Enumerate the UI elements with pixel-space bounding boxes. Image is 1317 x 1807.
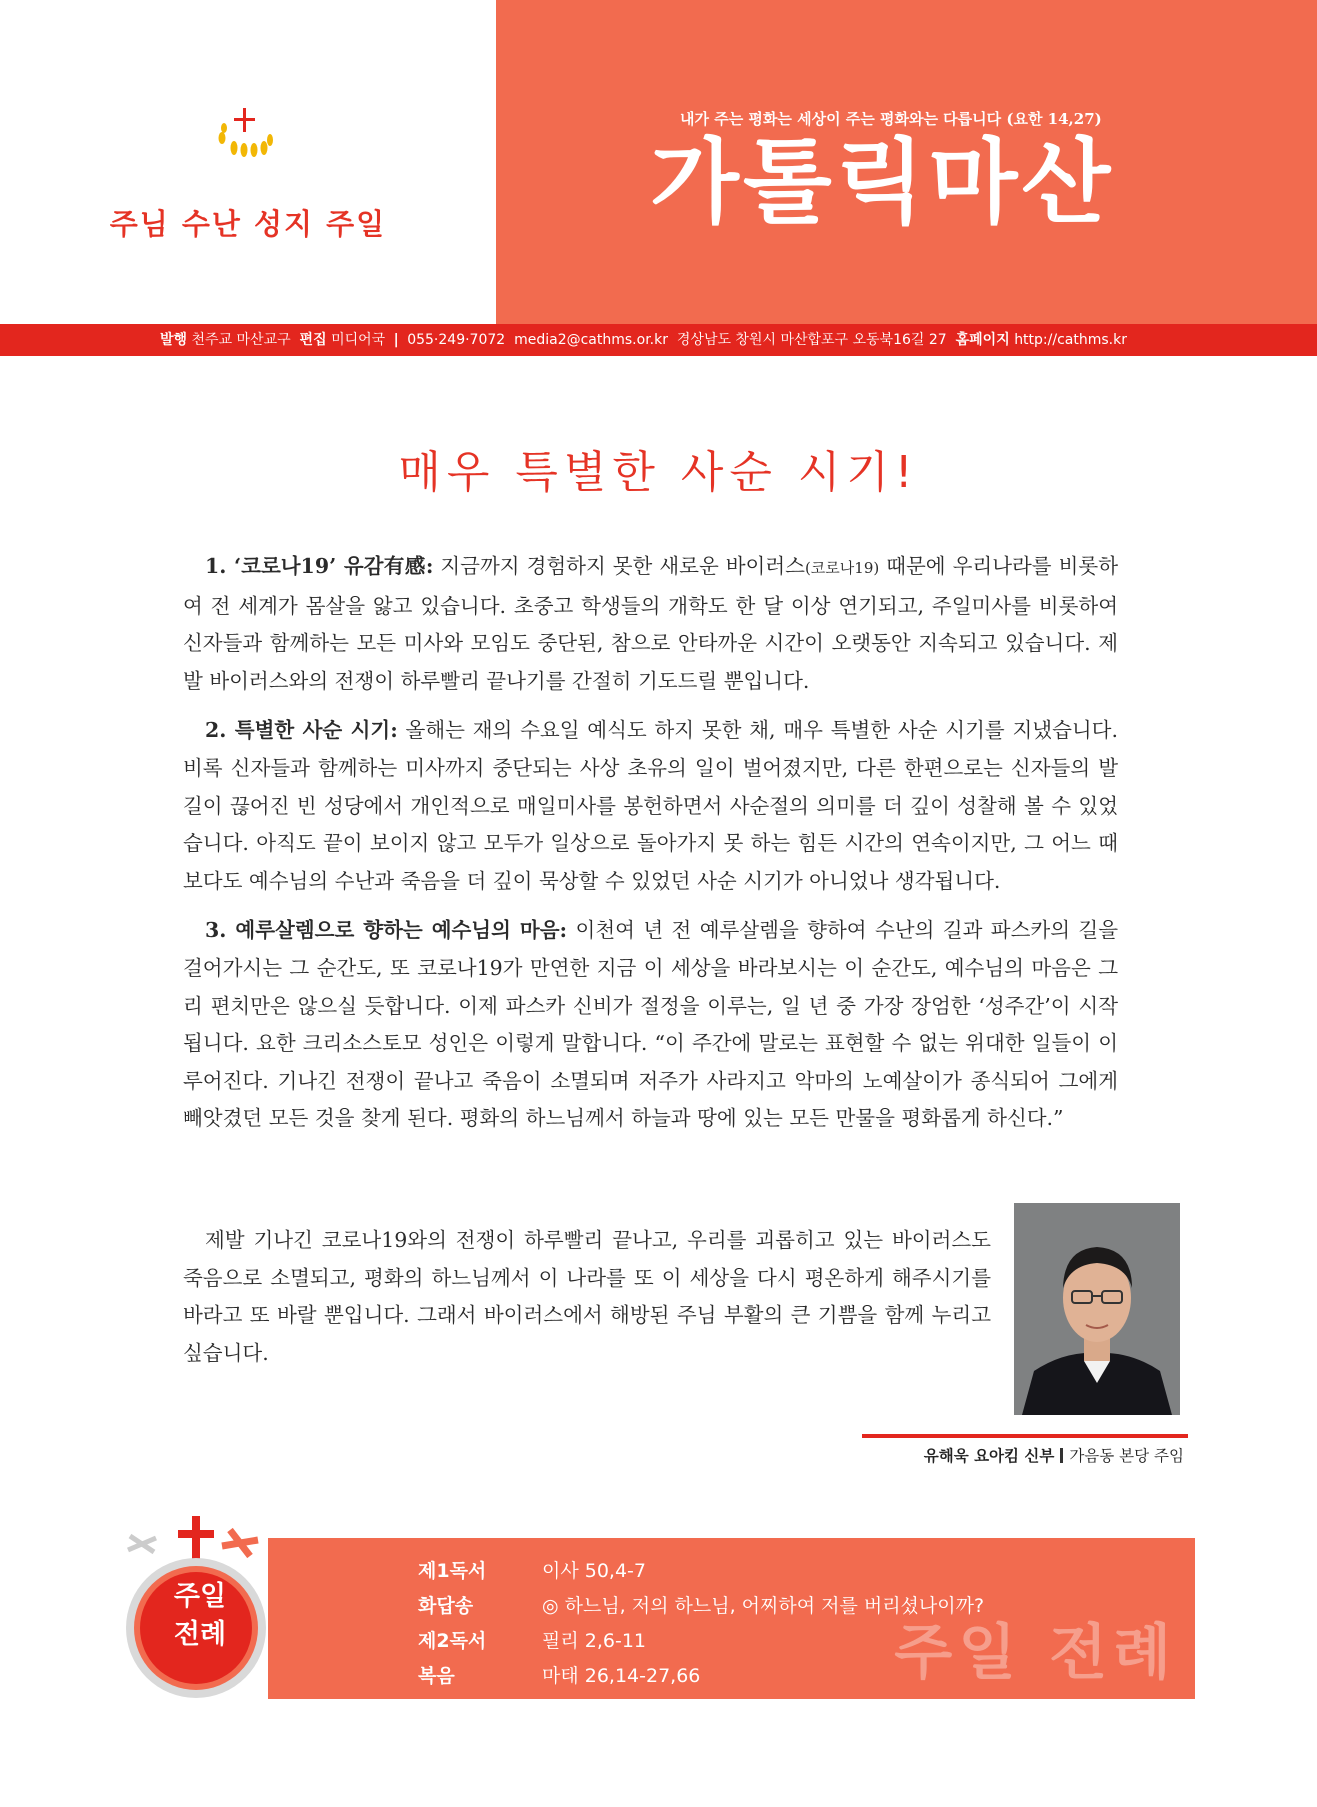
article-closing-paragraph: 제발 기나긴 코로나19와의 전쟁이 하루빨리 끝나고, 우리를 괴롭히고 있는 바이러스도 죽음으로 소멸되고, 평화의 하느님께서 이 나라를 또 이 세상을 다시 평온하게 해주시기를 바라고 또 바랄 뿐입니다. 그래서 바이러스에서 해방된 주님 부활의 큰 기쁨을 함께 누리고 싶습니다. bbox=[183, 1228, 991, 1365]
reading-value: ◎ 하느님, 저의 하느님, 어찌하여 저를 버리셨나이까? bbox=[542, 1595, 985, 1617]
diocese-logo-icon bbox=[214, 108, 284, 174]
phone: 055·249·7072 bbox=[407, 332, 506, 348]
reading-value: 필리 2,6-11 bbox=[542, 1630, 646, 1652]
article-paragraph-2 bbox=[183, 712, 1118, 900]
article-body bbox=[183, 548, 1118, 1150]
header-left-panel bbox=[0, 0, 496, 324]
author-role: 가음동 본당 주임 bbox=[1069, 1447, 1184, 1465]
sunday-title: 주님 수난 성지 주일 bbox=[109, 207, 387, 241]
publisher: 천주교 마산교구 bbox=[191, 332, 291, 348]
homepage-label: 홈페이지 bbox=[955, 332, 1010, 348]
paragraph-heading: 1. ‘코로나19’ 유감有感: bbox=[205, 554, 434, 578]
paragraph-note: (코로나19) bbox=[804, 559, 880, 577]
editor-label: 편집 bbox=[299, 332, 327, 348]
paragraph-heading: 3. 예루살렘으로 향하는 예수님의 마음: bbox=[205, 918, 568, 943]
divider bbox=[1060, 1448, 1063, 1463]
reading-label: 복음 bbox=[418, 1665, 455, 1687]
email[interactable]: media2@cathms.or.kr bbox=[514, 332, 668, 348]
priest-portrait-icon bbox=[1014, 1203, 1180, 1415]
divider: | bbox=[393, 332, 399, 348]
motto: 내가 주는 평화는 세상이 주는 평화와는 다릅니다 (요한 14,27) bbox=[680, 110, 1102, 128]
editor: 미디어국 bbox=[331, 332, 386, 348]
article-paragraph-1 bbox=[183, 548, 1118, 700]
address: 경상남도 창원시 마산합포구 오동북16길 27 bbox=[676, 332, 947, 348]
paragraph-text: 때문에 우리나라를 비롯하여 전 세계가 몸살을 앓고 있습니다. 초중고 학생들의 개학도 한 달 이상 연기되고, 주일미사를 비롯하여 신자들과 함께하는 모든 미사와 모임도 중단된, 참으로 안타까운 시간이 오랫동안 지속되고 있습니다. 제발 바이러스와의 전쟁이 하루빨리 끝나기를 간절히 기도드릴 뿐입니다. bbox=[183, 554, 1118, 693]
liturgy-watermark: 주일 전례 bbox=[894, 1618, 1177, 1688]
author-name: 유해욱 요아킴 신부 bbox=[923, 1447, 1055, 1465]
author-signature bbox=[862, 1444, 1184, 1466]
reading-label: 제2독서 bbox=[418, 1630, 487, 1652]
signature-divider bbox=[862, 1434, 1188, 1438]
publisher-label: 발행 bbox=[160, 332, 188, 348]
badge-label-line2: 전례 bbox=[173, 1619, 227, 1650]
homepage-link[interactable]: http://cathms.kr bbox=[1014, 332, 1127, 348]
reading-label: 화답송 bbox=[418, 1595, 474, 1617]
reading-value: 이사 50,4-7 bbox=[542, 1560, 646, 1582]
paragraph-heading: 2. 특별한 사순 시기: bbox=[205, 718, 398, 743]
masthead-title: 가톨릭마산 bbox=[650, 129, 1115, 236]
sunday-liturgy-panel bbox=[268, 1538, 1195, 1699]
reading-row bbox=[418, 1552, 984, 1587]
article-paragraph-3 bbox=[183, 912, 1118, 1138]
paragraph-text: 올해는 재의 수요일 예식도 하지 못한 채, 매우 특별한 사순 시기를 지냈습니다. 비록 신자들과 함께하는 미사까지 중단되는 사상 초유의 일이 벌어졌지만, 다른 한편으로는 신자들의 발길이 끊어진 빈 성당에서 개인적으로 매일미사를 봉헌하면서 사순절의 의미를 더 깊이 성찰해 볼 수 있었습니다. 아직도 끝이 보이지 않고 모두가 일상으로 돌아가지 못 하는 힘든 시간의 연속이지만, 그 어느 때보다도 예수님의 수난과 죽음을 더 깊이 묵상할 수 있었던 사순 시기가 아니었나 생각됩니다. bbox=[183, 718, 1119, 893]
publisher-info-bar bbox=[0, 324, 1317, 356]
article-headline: 매우 특별한 사순 시기! bbox=[398, 447, 919, 498]
badge-label-line1: 주일 bbox=[173, 1581, 227, 1612]
author-photo bbox=[1014, 1203, 1180, 1415]
paragraph-text: 지금까지 경험하지 못한 새로운 바이러스 bbox=[433, 554, 805, 578]
reading-label: 제1독서 bbox=[418, 1560, 487, 1582]
paragraph-text: 이천여 년 전 예루살렘을 향하여 수난의 길과 파스카의 길을 걸어가시는 그 순간도, 또 코로나19가 만연한 지금 이 세상을 바라보시는 이 순간도, 예수님의 마음은 그리 편치만은 않으실 듯합니다. 이제 파스카 신비가 절정을 이루는, 일 년 중 가장 장엄한 ‘성주간’이 시작됩니다. 요한 크리소스토모 성인은 이렇게 말합니다. “이 주간에 말로는 표현할 수 없는 위대한 일들이 이루어진다. 기나긴 전쟁이 끝나고 죽음이 소멸되며 저주가 사라지고 악마의 노예살이가 종식되어 그에게 빼앗겼던 모든 것을 찾게 된다. 평화의 하느님께서 하늘과 땅에 있는 모든 만물을 평화롭게 하신다.” bbox=[183, 918, 1118, 1131]
reading-value: 마태 26,14-27,66 bbox=[542, 1665, 701, 1687]
